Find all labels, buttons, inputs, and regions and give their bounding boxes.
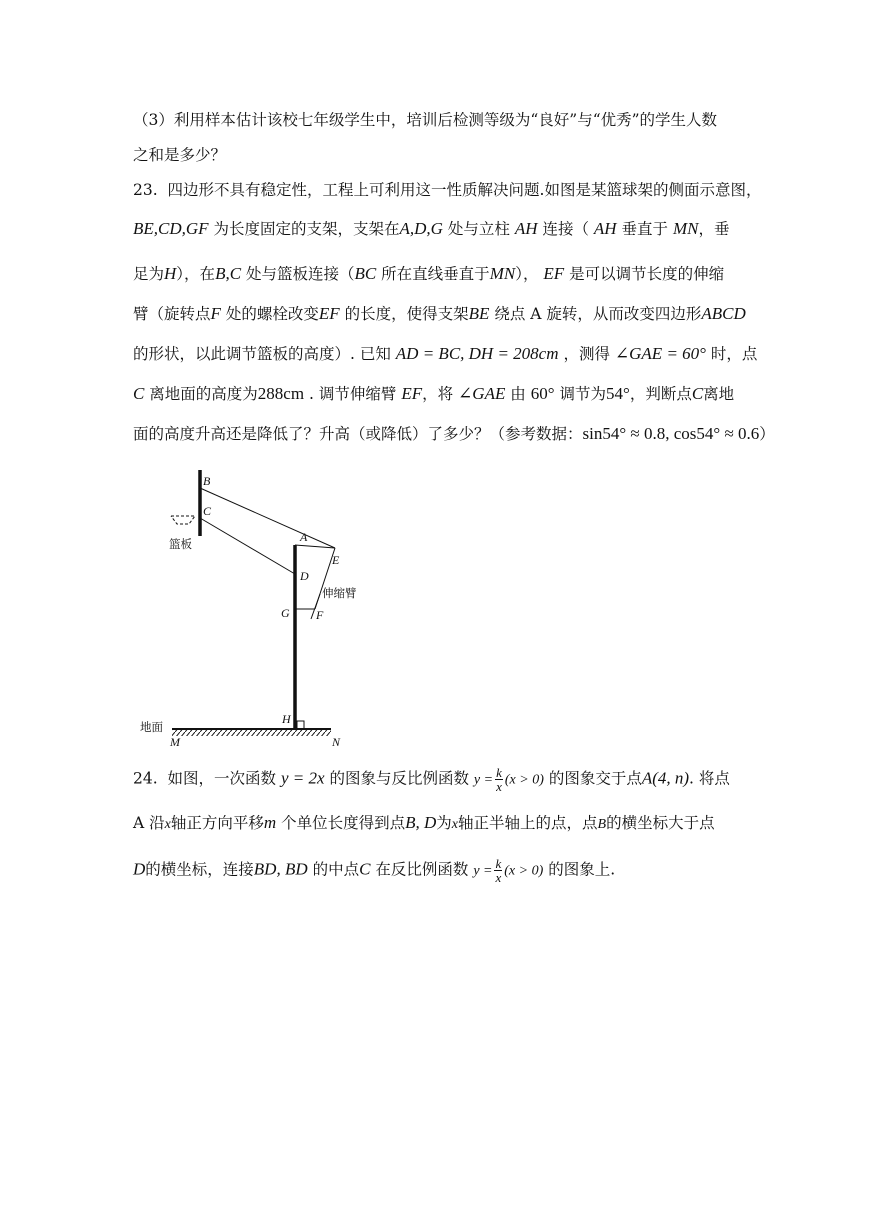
math: F <box>210 304 221 323</box>
label-backboard: 篮板 <box>169 537 192 551</box>
label-F: F <box>316 608 324 622</box>
math: EF <box>318 304 340 323</box>
math: y = <box>473 772 494 788</box>
math: EF <box>401 384 423 403</box>
text: 连接（ <box>542 220 589 238</box>
text: 臂（旋转点 <box>133 305 211 323</box>
math: B,C <box>215 264 242 283</box>
math: sin54° ≈ 0.8, cos54° ≈ 0.6 <box>582 424 760 443</box>
q24-number: 24. <box>133 769 158 788</box>
text: 的图象与反比例函数 <box>329 769 469 788</box>
math: BD, BD <box>253 859 308 879</box>
text: 轴正半轴上的点，点 <box>458 814 598 832</box>
text: 的图象交于点 <box>548 769 642 788</box>
hoop-shape <box>171 516 195 524</box>
q22-part3-line1: （3）利用样本估计该校七年级学生中，培训后检测等级为“良好”与“优秀”的学生人数 <box>133 111 718 129</box>
label-B: B <box>203 474 211 488</box>
q23-line6 <box>133 384 734 404</box>
math: ∠GAE = 60° <box>614 344 706 363</box>
ground-hatching <box>172 730 331 736</box>
math: ∠GAE <box>458 384 506 403</box>
text: 的横坐标，连接 <box>145 860 254 879</box>
math: (x > 0) <box>504 863 544 879</box>
text: ），在 <box>176 265 216 283</box>
label-D: D <box>300 569 309 583</box>
math: x <box>451 817 458 832</box>
text: ，判断点 <box>629 385 692 403</box>
math: MN <box>672 219 699 238</box>
text: 如图，一次函数 <box>167 769 277 788</box>
q23-text: 四边形不具有稳定性，工程上可利用这一性质解决问题.如图是某篮球架的侧面示意图， <box>167 181 762 199</box>
label-A: A <box>300 530 308 544</box>
denominator: x <box>496 779 502 794</box>
text: 时，点 <box>710 345 758 363</box>
text: 所在直线垂直于 <box>381 265 490 283</box>
math: y = <box>473 863 493 879</box>
denominator: x <box>495 870 502 885</box>
label-M: M <box>170 735 180 749</box>
text: ） <box>759 425 775 443</box>
label-C: C <box>203 504 212 518</box>
basketball-stand-figure <box>135 468 375 758</box>
math: A(4, n) <box>641 768 690 788</box>
math: MN <box>489 264 516 283</box>
math: AH <box>593 219 617 238</box>
q24-line1 <box>133 766 730 793</box>
math: EF <box>543 264 565 283</box>
text: 是可以调节长度的伸缩 <box>569 265 725 283</box>
text: 面的高度升高还是降低了？升高（或降低）了多少？（参考数据： <box>133 425 583 443</box>
text: ，测得 <box>563 345 610 363</box>
label-telescopic-arm: 伸缩臂 <box>322 586 357 600</box>
label-E: E <box>332 553 340 567</box>
math: y = 2x <box>280 768 325 788</box>
math: 288cm <box>257 384 305 403</box>
text: 足为 <box>133 265 165 283</box>
numerator: k <box>496 765 502 780</box>
text: ，将 <box>422 385 454 403</box>
text: 的横坐标大于点 <box>606 814 715 832</box>
label-ground: 地面 <box>140 720 163 734</box>
text: 由 <box>510 385 526 403</box>
text: ，垂 <box>698 220 730 238</box>
q23-line5 <box>133 344 757 364</box>
text: . 调节伸缩臂 <box>309 385 397 403</box>
math: BE <box>468 304 490 323</box>
q22-part3-line2: 之和是多少？ <box>133 146 227 164</box>
q24-line2 <box>133 813 715 835</box>
math: BE,CD,GF <box>133 219 209 238</box>
math: B, D <box>405 813 437 832</box>
text: ）， <box>515 265 539 283</box>
math: B <box>597 817 607 832</box>
text: 的图象上. <box>548 860 616 879</box>
text: 离地 <box>703 385 735 403</box>
text: 处与立柱 <box>447 220 510 238</box>
label-G: G <box>281 606 290 620</box>
math: H <box>164 264 177 283</box>
right-angle-mark <box>297 721 304 728</box>
q23-line4 <box>133 304 746 324</box>
math: m <box>263 813 277 832</box>
text: 的中点 <box>312 860 360 879</box>
text: 在反比例函数 <box>375 860 469 879</box>
text: 调节为 <box>559 385 606 403</box>
q23-line2 <box>133 219 729 239</box>
text: 为 <box>436 814 452 832</box>
text: 的长度，使得支架 <box>344 305 469 323</box>
label-N: N <box>332 735 341 749</box>
support-CD <box>200 518 295 574</box>
fraction-k-over-x <box>495 766 503 793</box>
math: C <box>133 384 145 403</box>
math: C <box>691 384 704 403</box>
math: x <box>164 817 171 832</box>
math: A,D,G <box>399 219 443 238</box>
math: 54° <box>606 384 630 403</box>
text: . 将点 <box>689 769 730 788</box>
support-BE <box>200 488 335 548</box>
q23-line1 <box>133 180 761 200</box>
text: 的形状，以此调节篮板的高度）. 已知 <box>133 345 391 363</box>
text: 个单位长度得到点 <box>281 814 406 832</box>
math: ABCD <box>701 304 746 323</box>
text: 为长度固定的支架，支架在 <box>213 220 400 238</box>
math: (x > 0) <box>504 772 544 788</box>
math: D <box>133 859 146 879</box>
numerator: k <box>495 856 502 871</box>
text: 离地面的高度为 <box>149 385 258 403</box>
math: BC <box>354 264 377 283</box>
q23-line7 <box>133 424 775 444</box>
math: AH <box>514 219 538 238</box>
text: 垂直于 <box>621 220 669 238</box>
q24-line3 <box>133 857 615 884</box>
text: 处与篮板连接（ <box>245 265 355 283</box>
math: 60° <box>530 384 555 403</box>
math: AD = BC, DH = 208cm <box>395 344 559 363</box>
text: 绕点 A 旋转，从而改变四边形 <box>494 305 702 323</box>
fraction-k-over-x <box>494 857 502 884</box>
q23-line3 <box>133 264 724 284</box>
text: 处的螺栓改变 <box>225 305 319 323</box>
text: 轴正方向平移 <box>170 814 264 832</box>
text: A 沿 <box>133 814 165 832</box>
math: C <box>359 859 371 879</box>
q23-number: 23. <box>133 181 158 199</box>
label-H: H <box>282 712 291 726</box>
